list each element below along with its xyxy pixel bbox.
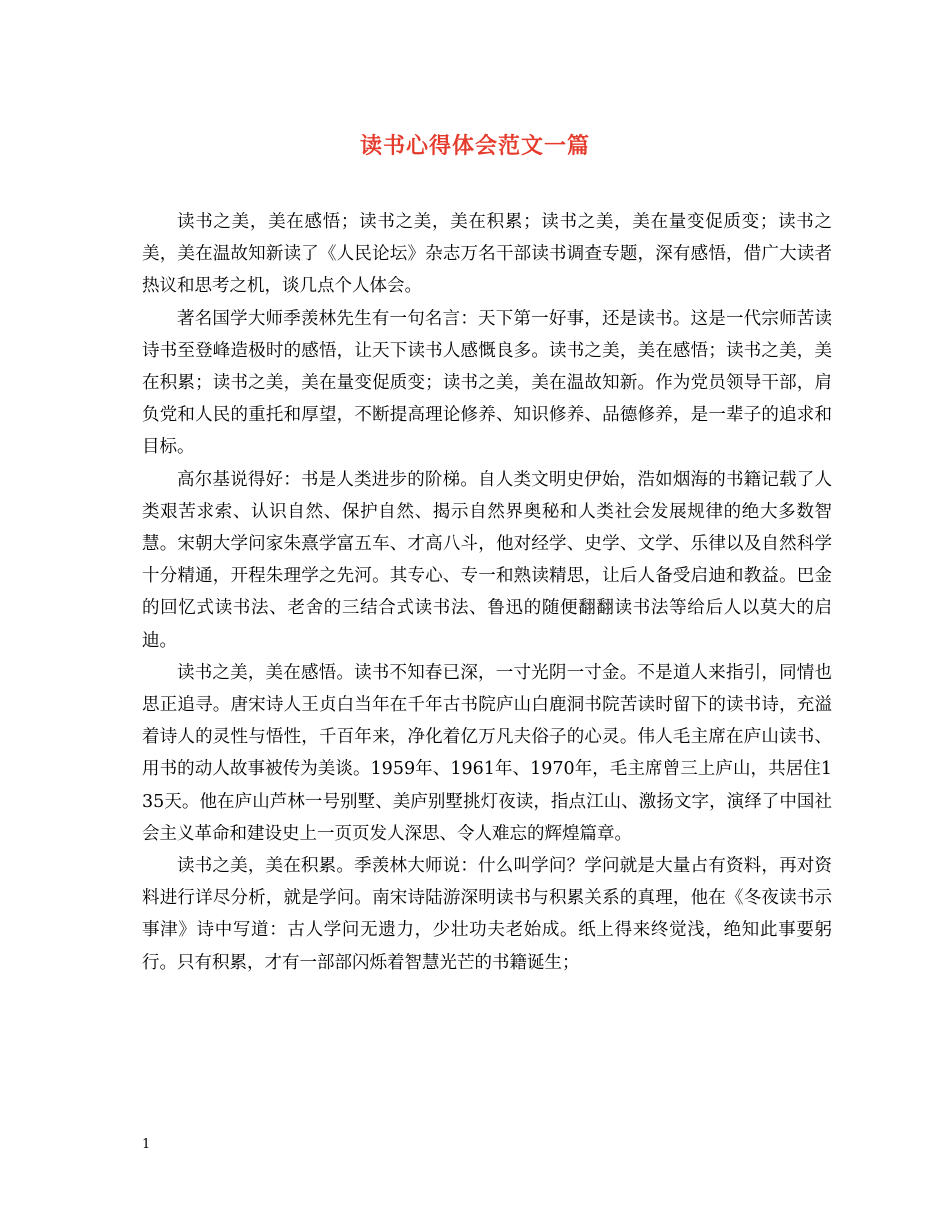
paragraph-2: 著名国学大师季羡林先生有一句名言：天下第一好事，还是读书。这是一代宗师苦读诗书至登峰造极时的感悟，让天下读书人感慨良多。读书之美，美在感悟；读书之美，美在积累；读书之美，美在量变促质变；读书之美，美在温故知新。作为党员领导干部，肩负党和人民的重托和厚望，不断提高理论修养、知识修养、品德修养，是一辈子的追求和目标。 <box>142 308 832 458</box>
document-title: 读书心得体会范文一篇 <box>359 133 590 159</box>
paragraph-5: 读书之美，美在积累。季羡林大师说：什么叫学问？学问就是大量占有资料，再对资料进行详尽分析，就是学问。南宋诗陆游深明读书与积累关系的真理，他在《冬夜读书示事津》诗中写道：古人学问无遗力，少壮功夫老始成。纸上得来终觉浅，绝知此事要躬行。只有积累，才有一部部闪烁着智慧光芒的书籍诞生； <box>142 856 832 973</box>
paragraph-1: 读书之美，美在感悟；读书之美，美在积累；读书之美，美在量变促质变；读书之美，美在温故知新读了《人民论坛》杂志万名干部读书调查专题，深有感悟，借广大读者热议和思考之机，谈几点个人体会。 <box>142 212 832 297</box>
paragraph-3: 高尔基说得好：书是人类进步的阶梯。自人类文明史伊始，浩如烟海的书籍记载了人类艰苦求索、认识自然、保护自然、揭示自然界奥秘和人类社会发展规律的绝大多数智慧。宋朝大学问家朱熹学富五车、才高八斗，他对经学、史学、文学、乐律以及自然科学十分精通，开程朱理学之先河。其专心、专一和熟读精思，让后人备受启迪和教益。巴金的回忆式读书法、老舍的三结合式读书法、鲁迅的随便翻翻读书法等给后人以莫大的启迪。 <box>142 469 832 651</box>
document-body <box>142 206 832 979</box>
page-number: 1 <box>142 1137 151 1152</box>
paragraph-4: 读书之美，美在感悟。读书不知春已深，一寸光阴一寸金。不是道人来指引，同情也思正追寻。唐宋诗人王贞白当年在千年古书院庐山白鹿洞书院苦读时留下的读书诗，充溢着诗人的灵性与悟性，千百年来，净化着亿万凡夫俗子的心灵。伟人毛主席在庐山读书、用书的动人故事被传为美谈。1959年、1961年、1970年，毛主席曾三上庐山，共居住135天。他在庐山芦林一号别墅、美庐别墅挑灯夜读，指点江山、激扬文字，演绎了中国社会主义革命和建设史上一页页发人深思、令人难忘的辉煌篇章。 <box>142 662 832 844</box>
